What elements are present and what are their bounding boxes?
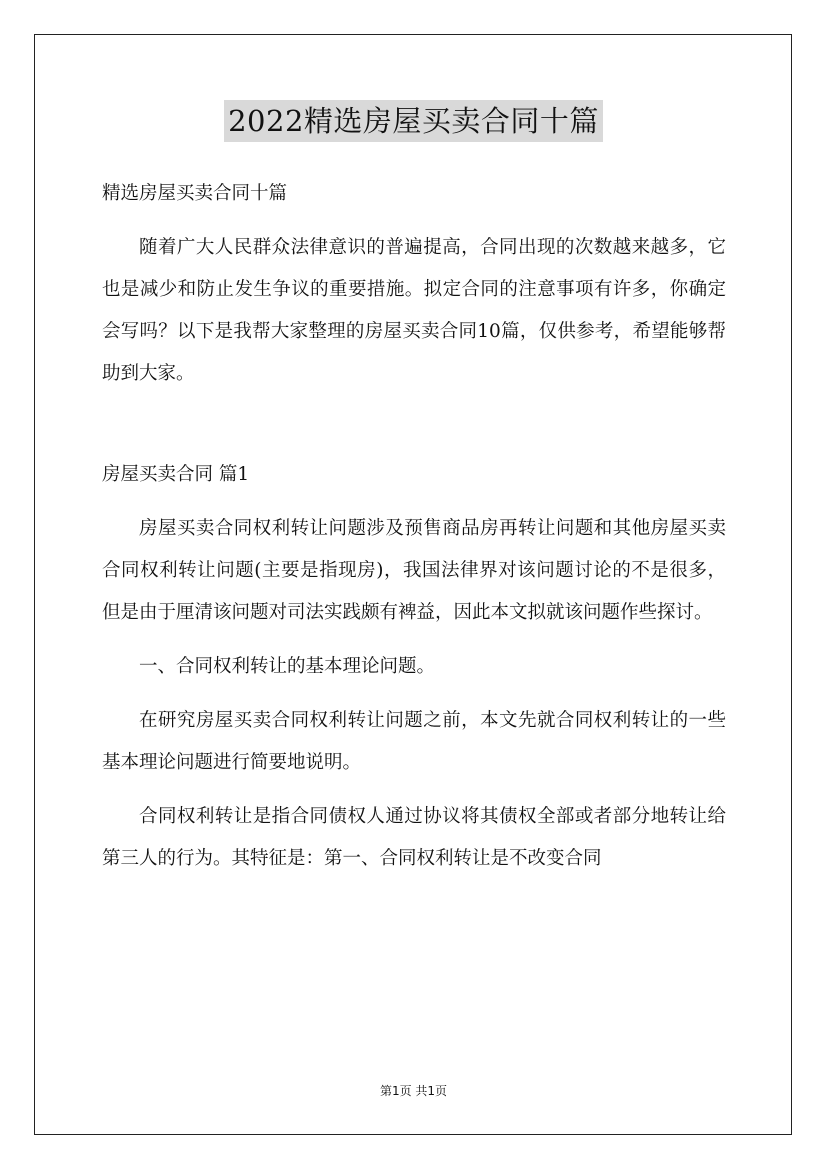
page-footer: 第1页 共1页 bbox=[379, 1084, 448, 1098]
document-title: 2022精选房屋买卖合同十篇 bbox=[224, 100, 603, 142]
document-body bbox=[102, 173, 726, 892]
subtitle-paragraph: 精选房屋买卖合同十篇 bbox=[102, 183, 288, 204]
section-gap bbox=[102, 407, 726, 454]
section-heading: 房屋买卖合同 篇1 bbox=[102, 464, 250, 485]
body-paragraph: 在研究房屋买卖合同权利转让问题之前，本文先就合同权利转让的一些基本理论问题进行简要地说明。 bbox=[102, 710, 726, 773]
body-paragraph: 合同权利转让是指合同债权人通过协议将其债权全部或者部分地转让给第三人的行为。其特征是：第一、合同权利转让是不改变合同 bbox=[102, 806, 726, 869]
intro-paragraph: 随着广大人民群众法律意识的普遍提高，合同出现的次数越来越多，它也是减少和防止发生争议的重要措施。拟定合同的注意事项有许多，你确定会写吗？以下是我帮大家整理的房屋买卖合同10篇，仅供参考，希望能够帮助到大家。 bbox=[102, 237, 726, 384]
title-container bbox=[0, 100, 827, 142]
body-paragraph: 一、合同权利转让的基本理论问题。 bbox=[139, 656, 436, 677]
body-paragraph: 房屋买卖合同权利转让问题涉及预售商品房再转让问题和其他房屋买卖合同权利转让问题(主要是指现房)，我国法律界对该问题讨论的不是很多，但是由于厘清该问题对司法实践颇有裨益，因此本文拟就该问题作些探讨。 bbox=[102, 518, 726, 623]
